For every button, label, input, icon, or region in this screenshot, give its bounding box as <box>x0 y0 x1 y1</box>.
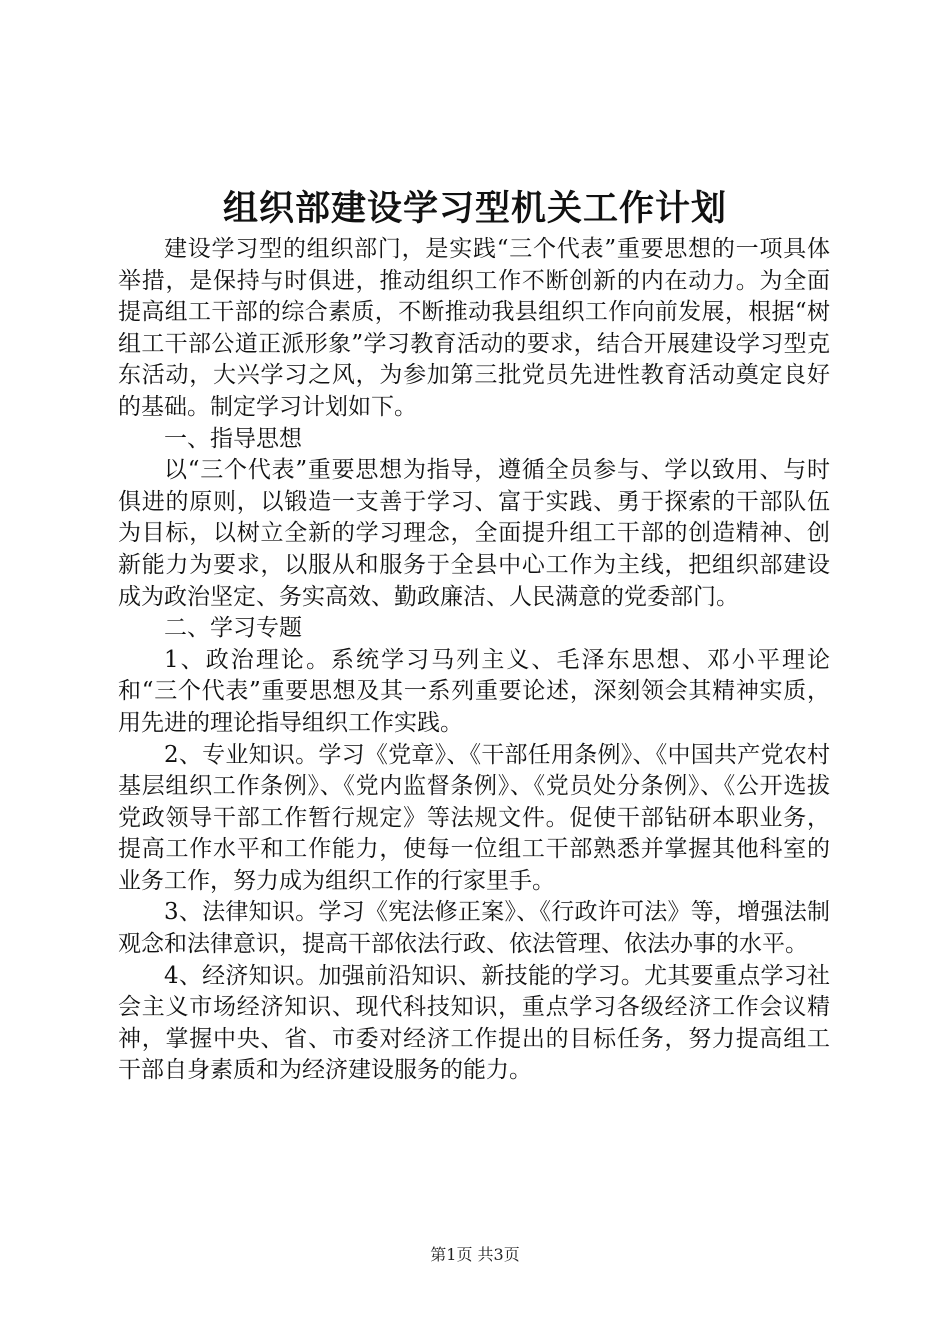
section-heading-study-topics: 二、学习专题 <box>164 615 302 642</box>
guiding-thought-paragraph: 以“三个代表”重要思想为指导，遵循全员参与、学以致用、与时俱进的原则，以锻造一支善于学习、富于实践、勇于探索的干部队伍为目标，以树立全新的学习理念，全面提升组工干部的创造精神、创新能力为要求，以服从和服务于全县中心工作为主线，把组织部建设成为政治坚定、务实高效、勤政廉洁、人民满意的党委部门。 <box>118 457 830 610</box>
document-body <box>118 234 830 1087</box>
page-footer: 第1页 共3页 <box>430 1245 520 1264</box>
topic-legal-knowledge: 3、法律知识。学习《宪法修正案》、《行政许可法》等，增强法制观念和法律意识，提高干部依法行政、依法管理、依法办事的水平。 <box>118 899 830 958</box>
topic-political-theory: 1、政治理论。系统学习马列主义、毛泽东思想、邓小平理论和“三个代表”重要思想及其一系列重要论述，深刻领会其精神实质，用先进的理论指导组织工作实践。 <box>118 646 830 736</box>
document-title: 组织部建设学习型机关工作计划 <box>222 188 727 229</box>
topic-economic-knowledge: 4、经济知识。加强前沿知识、新技能的学习。尤其要重点学习社会主义市场经济知识、现代科技知识，重点学习各级经济工作会议精神，掌握中央、省、市委对经济工作提出的目标任务，努力提高组工干部自身素质和为经济建设服务的能力。 <box>118 962 830 1084</box>
section-heading-guiding-thought: 一、指导思想 <box>164 425 302 452</box>
intro-paragraph: 建设学习型的组织部门，是实践“三个代表”重要思想的一项具体举措，是保持与时俱进，推动组织工作不断创新的内在动力。为全面提高组工干部的综合素质，不断推动我县组织工作向前发展，根据“树组工干部公道正派形象”学习教育活动的要求，结合开展建设学习型克东活动，大兴学习之风，为参加第三批党员先进性教育活动奠定良好的基础。制定学习计划如下。 <box>118 236 830 420</box>
topic-professional-knowledge: 2、专业知识。学习《党章》、《干部任用条例》、《中国共产党农村基层组织工作条例》、《党内监督条例》、《党员处分条例》、《公开选拔党政领导干部工作暂行规定》等法规文件。促使干部钻研本职业务，提高工作水平和工作能力，使每一位组工干部熟悉并掌握其他科室的业务工作，努力成为组织工作的行家里手。 <box>118 741 830 894</box>
